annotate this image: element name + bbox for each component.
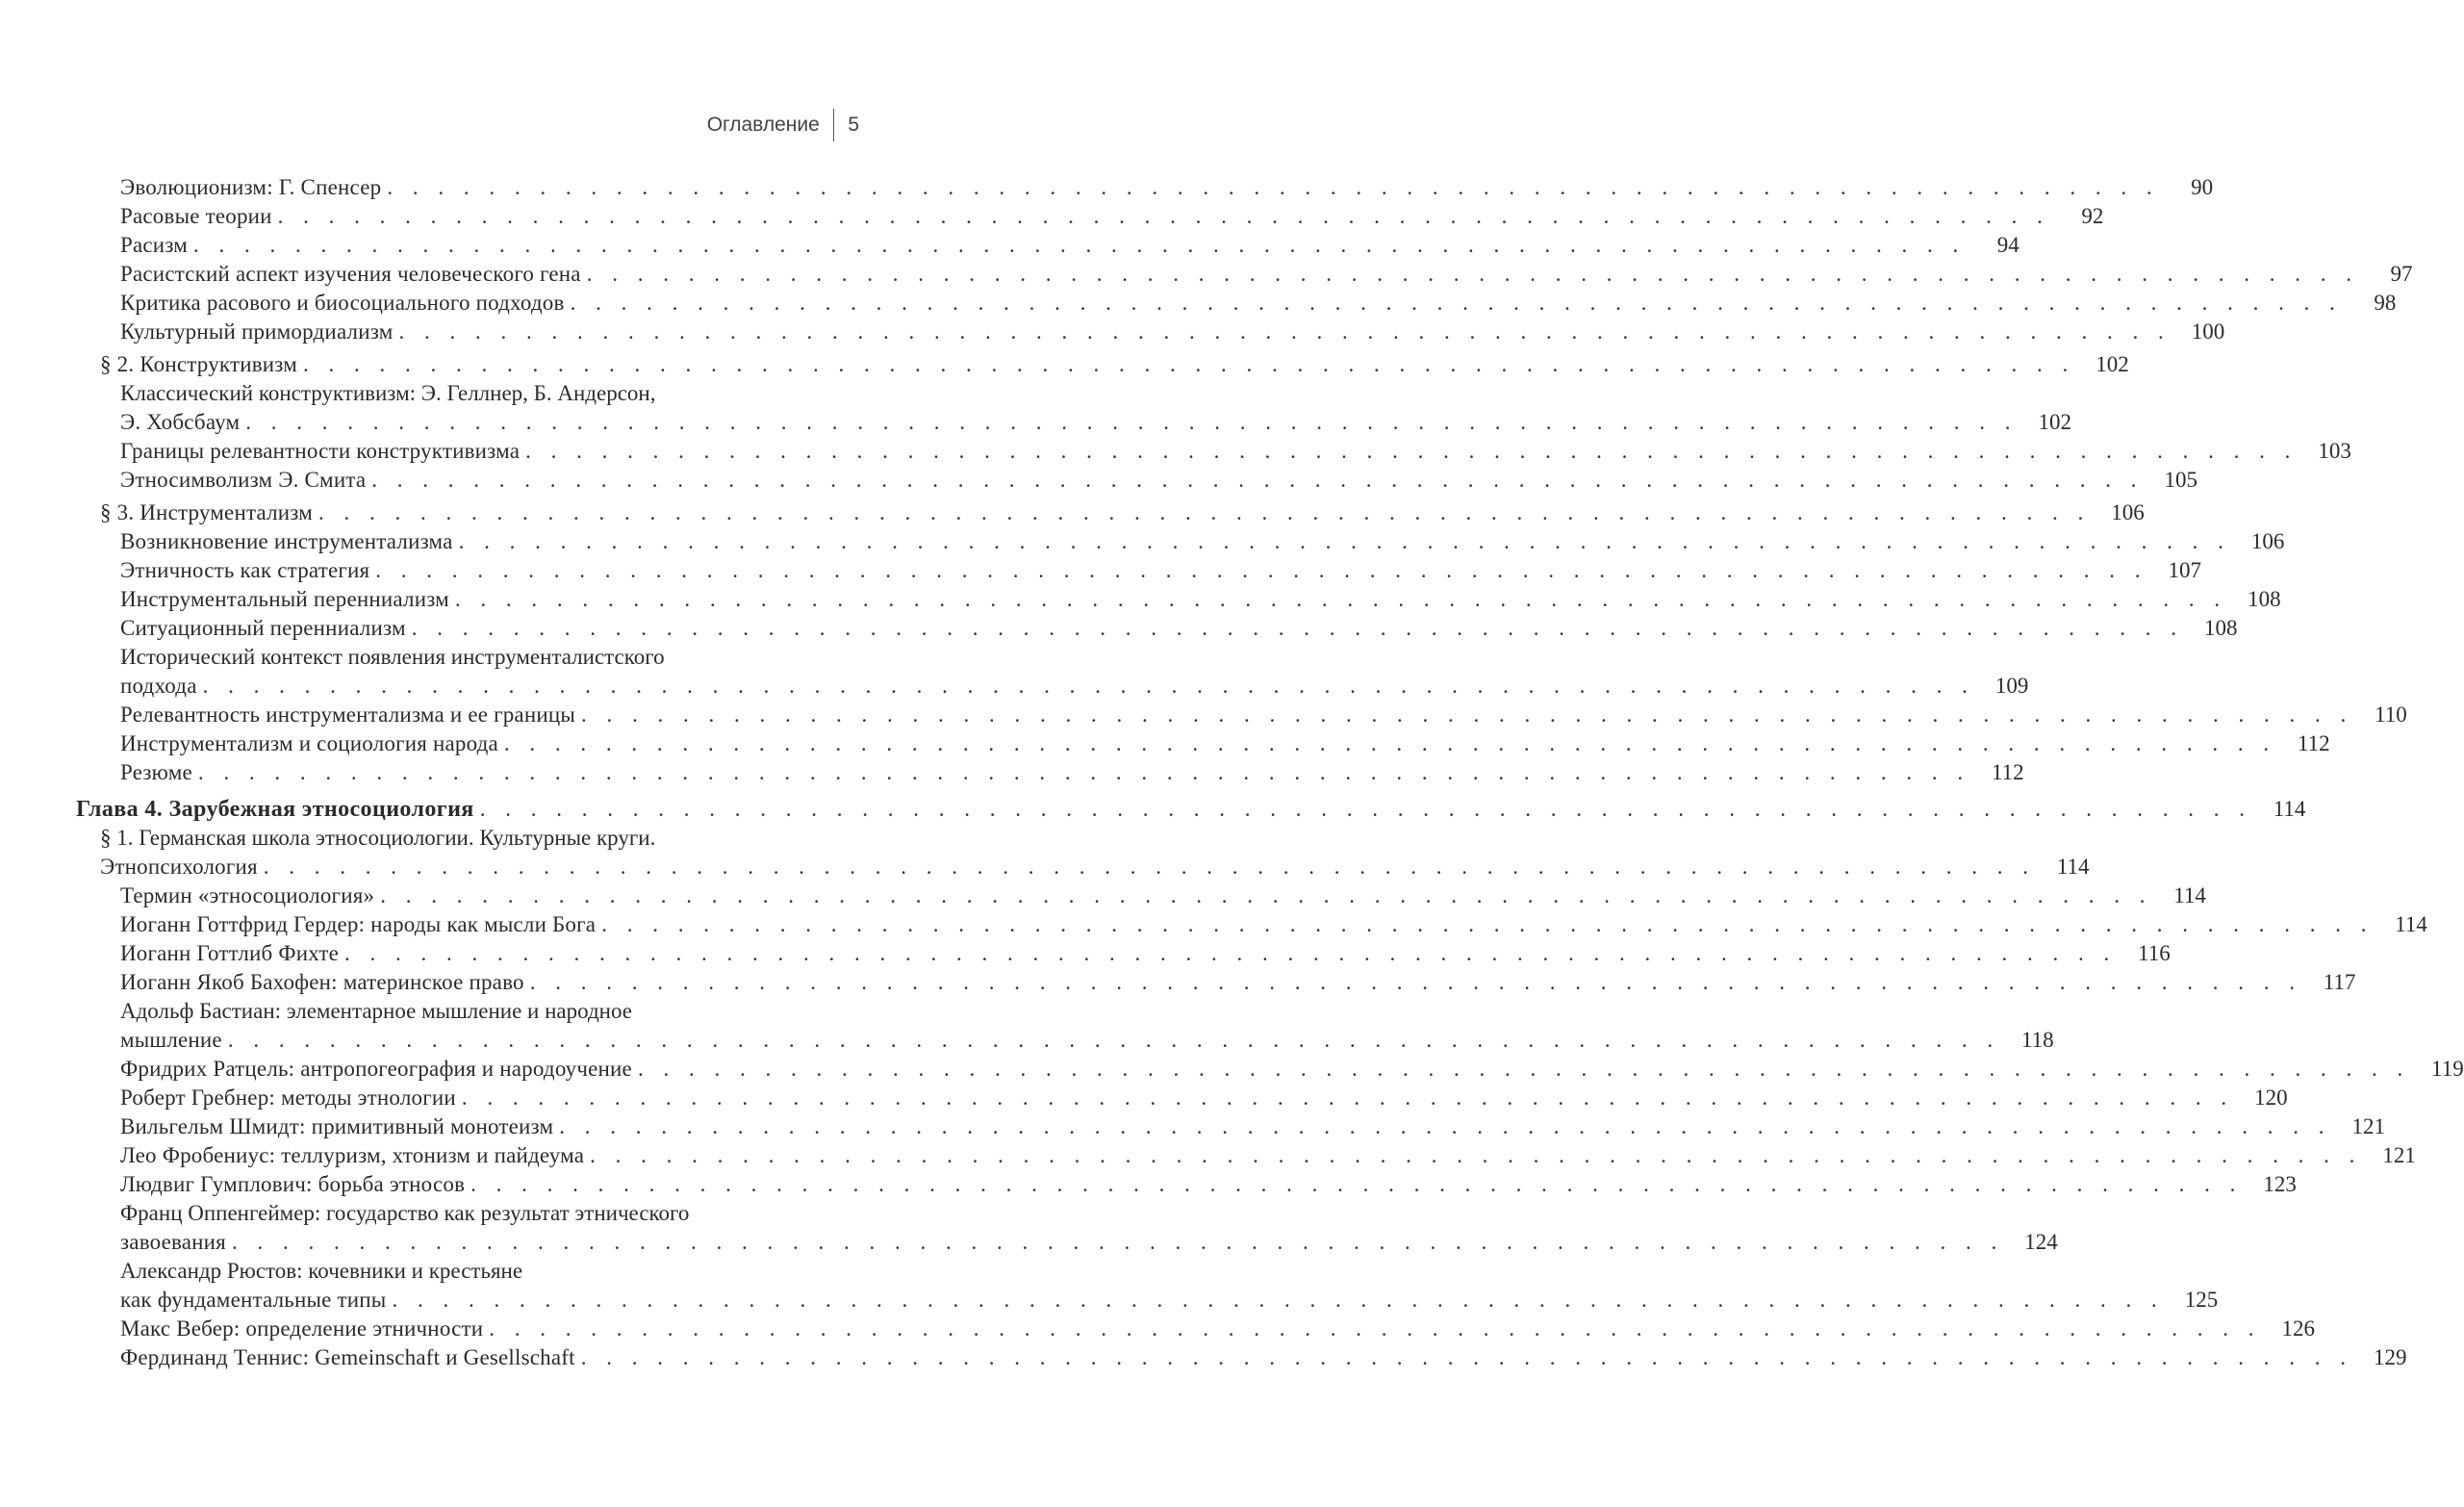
toc-section-entry[interactable]	[0, 350, 2129, 379]
toc-entry-title: Границы релевантности конструктивизма	[120, 439, 521, 463]
toc-entry-page: 114	[2173, 883, 2206, 907]
leader-dots	[530, 968, 2302, 997]
leader-dots	[371, 466, 2144, 495]
header-divider	[833, 109, 835, 141]
leader-dots	[392, 1286, 2164, 1315]
leader-dots	[412, 614, 2184, 643]
toc-entry-page: 121	[2382, 1143, 2416, 1167]
leader-dots	[459, 527, 2231, 556]
toc-entry-page: 106	[2250, 529, 2285, 553]
toc-entry[interactable]	[0, 556, 2202, 585]
toc-entry-title: § 3. Инструментализм	[100, 500, 314, 524]
leader-dots	[344, 939, 2117, 968]
toc-entry-title: Фердинанд Теннис: Gemeinschaft и Gesellschaft	[120, 1345, 575, 1369]
toc-entry[interactable]	[0, 1315, 2316, 1343]
toc-entry-page: 110	[2375, 702, 2407, 727]
toc-entry[interactable]	[0, 318, 2225, 346]
leader-dots	[232, 1228, 2004, 1257]
toc-entry-page: 98	[2374, 291, 2397, 315]
toc-entry-page: 124	[2024, 1230, 2058, 1254]
toc-entry[interactable]	[0, 260, 2413, 289]
toc-entry[interactable]	[0, 437, 2351, 466]
toc-entry[interactable]	[0, 527, 2285, 556]
toc-entry-title: Макс Вебер: определение этничности	[120, 1316, 484, 1341]
leader-dots	[638, 1055, 2410, 1084]
toc-entry-title: Расовые теории	[120, 204, 272, 228]
toc-entry-title: Фридрих Ратцель: антропогеография и народоучение	[120, 1057, 632, 1081]
toc-entry-title: Резюме	[120, 760, 192, 784]
toc-entry-title: Иоганн Готтлиб Фихте	[120, 941, 340, 965]
toc-entry-title: Расизм	[120, 233, 189, 257]
toc-entry-page: 108	[2248, 587, 2281, 611]
toc-entry[interactable]	[0, 881, 2206, 910]
toc-entry-page: 100	[2191, 319, 2225, 344]
toc-entry-page: 112	[1992, 760, 2024, 784]
toc-entry-title: Культурный примордиализм	[120, 319, 394, 344]
toc-entry-title: Эволюционизм: Г. Спенсер	[120, 175, 382, 199]
toc-entry-title: Релевантность инструментализма и ее границы	[120, 702, 576, 727]
toc-entry-row	[100, 853, 2090, 881]
toc-entry[interactable]	[0, 1170, 2297, 1199]
toc-entry-page: 112	[2298, 731, 2330, 755]
toc-entry-title: Возникновение инструментализма	[120, 529, 453, 553]
toc-entry-page: 114	[2056, 855, 2090, 879]
toc-entry-page: 97	[2390, 262, 2413, 286]
toc-entry-title: Лео Фробениус: теллуризм, хтонизм и пайдеума	[120, 1143, 585, 1167]
toc-entry-page: 118	[2020, 1028, 2054, 1052]
toc-entry[interactable]	[0, 1141, 2416, 1170]
running-header	[707, 109, 859, 141]
leader-dots	[470, 1170, 2243, 1199]
toc-entry-page: 126	[2281, 1316, 2316, 1341]
toc-entry[interactable]	[0, 585, 2281, 614]
toc-entry[interactable]	[0, 997, 2054, 1055]
toc-entry-title: завоевания	[120, 1230, 226, 1254]
toc-entry-title: Вильгельм Шмидт: примитивный монотеизм	[120, 1114, 554, 1138]
toc-entry-row	[120, 1286, 2219, 1315]
toc-entry-title: Ситуационный перенниализм	[120, 616, 406, 640]
toc-chapter-entry[interactable]	[0, 795, 2306, 824]
toc-entry-title: Инструментализм и социология народа	[120, 731, 498, 755]
header-section-title: Оглавление	[706, 114, 820, 136]
leader-dots	[228, 1026, 2000, 1055]
toc-entry[interactable]	[0, 1084, 2288, 1112]
toc-entry-page: 102	[2096, 352, 2129, 376]
toc-entry-title: Расистский аспект изучения человеческого гена	[120, 262, 581, 286]
leader-dots	[462, 1084, 2234, 1112]
toc-entry-page: 107	[2168, 558, 2202, 582]
toc-entry[interactable]	[0, 1199, 2058, 1257]
toc-entry[interactable]	[0, 910, 2427, 939]
toc-entry-title: Критика расового и биосоциального подходов	[120, 291, 565, 315]
leader-dots	[264, 853, 2036, 881]
toc-entry-title: Этнопсихология	[100, 855, 258, 879]
leader-dots	[278, 202, 2050, 231]
toc-entry-page: 114	[2395, 912, 2427, 936]
leader-dots	[504, 729, 2276, 758]
toc-entry-page: 103	[2318, 439, 2351, 463]
toc-entry-title: мышление	[120, 1028, 222, 1052]
toc-entry-title: Иоганн Готтфрид Гердер: народы как мысли Бога	[120, 912, 597, 936]
toc-entry-title: § 2. Конструктивизм	[100, 352, 298, 376]
toc-entry-row	[120, 672, 2029, 701]
leader-dots	[480, 795, 2252, 824]
toc-entry-title: Иоганн Якоб Бахофен: материнское право	[120, 970, 524, 994]
toc-section-entry[interactable]	[0, 498, 2145, 527]
toc-entry[interactable]	[0, 729, 2330, 758]
toc-entry[interactable]	[0, 202, 2104, 231]
toc-entry[interactable]	[0, 1055, 2464, 1084]
toc-entry-title: Инструментальный перенниализм	[120, 587, 449, 611]
leader-dots	[387, 173, 2159, 202]
leader-dots	[303, 350, 2075, 379]
toc-entry-page: 92	[2081, 204, 2104, 228]
toc-entry-title: подхода	[120, 674, 197, 698]
toc-entry[interactable]	[0, 1343, 2407, 1372]
toc-entry[interactable]	[0, 1112, 2385, 1141]
leader-dots	[581, 701, 2353, 729]
leader-dots	[380, 881, 2152, 910]
table-of-contents	[0, 173, 2464, 1372]
toc-entry-page: 116	[2138, 941, 2171, 965]
toc-entry[interactable]	[0, 939, 2171, 968]
leader-dots	[581, 1343, 2353, 1372]
toc-entry-title: Роберт Гребнер: методы этнологии	[120, 1086, 456, 1110]
toc-entry-row	[120, 1026, 2054, 1055]
toc-entry-title: Этносимволизм Э. Смита	[120, 468, 367, 492]
leader-dots	[245, 408, 2018, 437]
toc-entry[interactable]	[0, 968, 2356, 997]
toc-entry-row	[120, 1228, 2058, 1257]
toc-entry-page: 119	[2431, 1057, 2464, 1081]
toc-entry-page: 121	[2351, 1114, 2385, 1138]
toc-entry-page: 117	[2323, 970, 2356, 994]
toc-entry-page: 102	[2038, 410, 2071, 434]
leader-dots	[318, 498, 2091, 527]
toc-entry-page: 105	[2164, 468, 2198, 492]
leader-dots	[601, 910, 2374, 939]
toc-entry[interactable]	[0, 379, 2071, 437]
leader-dots	[193, 231, 1966, 260]
toc-entry-row	[120, 408, 2071, 437]
toc-entry-title: Э. Хобсбаум	[120, 410, 241, 434]
leader-dots	[571, 289, 2343, 318]
toc-entry-page: 123	[2263, 1172, 2297, 1196]
toc-entry-page: 114	[2273, 797, 2306, 821]
toc-entry-title-line1: § 1. Германская школа этносоциологии. Культурные круги.	[100, 826, 656, 850]
header-page-number: 5	[848, 114, 859, 136]
toc-entry[interactable]	[0, 1257, 2219, 1315]
toc-entry[interactable]	[0, 758, 2024, 787]
toc-entry[interactable]	[0, 614, 2238, 643]
toc-entry-page: 120	[2254, 1086, 2288, 1110]
toc-entry-title: Термин «этносоциология»	[120, 883, 375, 907]
toc-entry-title: Этничность как стратегия	[120, 558, 370, 582]
toc-chapter-title: Глава 4. Зарубежная этносоциология	[76, 797, 474, 822]
toc-entry[interactable]	[0, 466, 2198, 495]
leader-dots	[489, 1315, 2261, 1343]
toc-entry-page: 109	[1994, 674, 2029, 698]
leader-dots	[198, 758, 1970, 787]
toc-entry-page: 129	[2373, 1345, 2407, 1369]
toc-entry-title: Людвиг Гумплович: борьба этносов	[120, 1172, 466, 1196]
toc-entry-page: 108	[2203, 616, 2238, 640]
leader-dots	[559, 1112, 2331, 1141]
leader-dots	[455, 585, 2227, 614]
toc-entry-title-line1: Адольф Бастиан: элементарное мышление и народное	[120, 999, 632, 1023]
leader-dots	[590, 1141, 2362, 1170]
toc-entry[interactable]	[0, 289, 2397, 318]
leader-dots	[203, 672, 1975, 701]
toc-entry-title-line1: Франц Оппенгеймер: государство как результат этнического	[120, 1201, 690, 1225]
toc-entry-title-line1: Классический конструктивизм: Э. Геллнер, Б. Андерсон,	[120, 381, 656, 405]
toc-entry-page: 106	[2111, 500, 2145, 524]
toc-entry[interactable]	[0, 173, 2214, 202]
leader-dots	[587, 260, 2359, 289]
toc-entry-page: 90	[2191, 175, 2214, 199]
leader-dots	[398, 318, 2171, 346]
toc-entry[interactable]	[0, 643, 2029, 701]
toc-entry-title-line1: Александр Рюстов: кочевники и крестьяне	[120, 1259, 523, 1283]
toc-entry[interactable]	[0, 701, 2407, 729]
toc-entry[interactable]	[0, 231, 2019, 260]
toc-entry-title: как фундаментальные типы	[120, 1288, 387, 1312]
toc-entry-page: 94	[1996, 233, 2019, 257]
leader-dots	[525, 437, 2298, 466]
toc-entry-page: 125	[2184, 1288, 2219, 1312]
toc-section-entry[interactable]	[0, 824, 2090, 881]
leader-dots	[375, 556, 2147, 585]
toc-entry-title-line1: Исторический контекст появления инструменталистского	[120, 645, 665, 669]
